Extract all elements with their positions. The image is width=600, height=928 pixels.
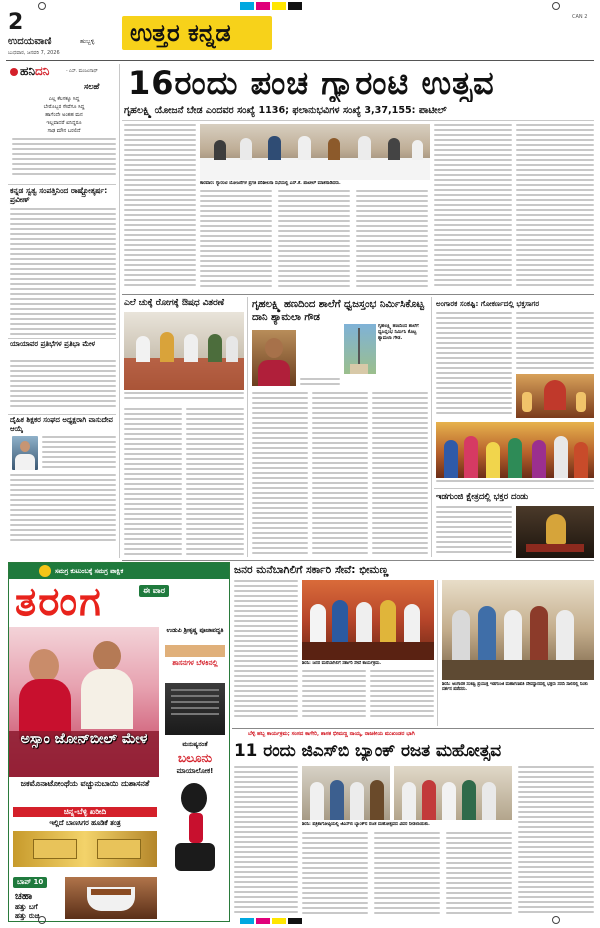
fourth-caption: ಶಿರಸಿ: ಪತ್ರಿಕಾಗೋಷ್ಠಿಯಲ್ಲಿ ಜಿಎಸ್‌ಬಿ ಬ್ಯಾಂಕ್‌ನ ರಜತ ಮಹೋತ್ಸವದ ವಿವರ ನೀಡಲಾಯಿತು.	[302, 822, 430, 827]
story2-headline: ಯಾಯಾವರ ಪ್ರತಿಭೆಗಳ ಪ್ರತಿಭಾ ಮೇಳ	[10, 340, 96, 348]
color-bar-black	[288, 2, 302, 10]
hanidani-brand-prefix: ಹನಿ	[20, 64, 35, 78]
fourth-headline: 11 ರಂದು ಜಿಎಸ್‌ಬಿ ಬ್ಯಾಂಕ್ ರಜತ ಮಹೋತ್ಸವ	[234, 740, 501, 760]
row2-bottom-rule	[122, 560, 594, 561]
story-b-body-col-2	[252, 392, 308, 558]
ad-balloon-photo	[165, 779, 225, 875]
color-bar-yellow	[272, 2, 286, 10]
fourth-body-col-3	[374, 832, 440, 918]
lead-headline: 16ರಂದು ಪಂಚ ಗ್ಯಾರಂಟಿ ಉತ್ಸವ	[128, 64, 495, 102]
column-divider-b	[431, 297, 432, 557]
ad-promo5: ಇಲ್ಲಿದೆ ಬಾಣಸಿಗರ ಹೂಡಿಕೆ ತಂತ್ರ	[49, 819, 121, 827]
story1-body	[10, 208, 116, 336]
column-divider-left	[119, 64, 120, 558]
story3-body	[42, 436, 116, 472]
ad-bottom2: ಹತ್ತು ಬಗೆ	[15, 903, 38, 911]
story-c-body-col-2	[516, 312, 594, 372]
fourth-kicker: ಬೆಳ್ಳಿ ಹಬ್ಬ ಕಾರ್ಯಕ್ರಮ; ಸಂಸದ ಕಾಗೇರಿ, ಶಾಸಕ ಭೀಮಣ್ಣ ನಾಯ್ಕ, ರಾಜಕೀಯ ಮುಖಂಡರ ಭಾಗಿ	[248, 731, 415, 737]
ad-emblem-icon	[39, 565, 51, 577]
third-photo	[302, 580, 434, 660]
story-a-caption-lines	[124, 392, 244, 404]
ad-promo1: ಉಡುಪಿ ಶ್ರೀಕೃಷ್ಣ ಪೂಜಾಪದ್ಧತಿ	[166, 627, 224, 634]
story-b-body-col-4	[372, 392, 428, 558]
registration-mark-top-right	[552, 2, 560, 10]
story-a-headline: ಎಲೆ ಚುಕ್ಕೆ ರೋಗಕ್ಕೆ ಔಷಧ ವಿತರಣೆ	[124, 298, 225, 308]
lead-subheadline: ಗೃಹಲಕ್ಷ್ಮಿ ಯೋಜನೆ ಬೇಡ ಎಂದವರ ಸಂಖ್ಯೆ 1136; ಫಲಾನುಭವಿಗಳ ಸಂಖ್ಯೆ 3,37,155: ಪಾಟೀಲ್	[124, 105, 447, 116]
hanidani-brand-suffix: ದನಿ	[35, 64, 50, 78]
corner-code: CAN 2	[572, 14, 588, 20]
lead-photo-caption: ಕಾರವಾರ: ಗ್ಯಾರಂಟಿ ಯೋಜನೆಗಳ ಪ್ರಗತಿ ಪರಿಶೀಲನಾ ಸಭೆಯಲ್ಲಿ ಎಸ್.ಕೆ. ಪಾಟೀಲ್ ಮಾತನಾಡಿದರು.	[200, 181, 341, 186]
story-c-photo	[516, 374, 594, 418]
hanidani-icon	[10, 68, 18, 76]
ad-promo3: ಜಕಮೊನಾಟೋಂಥೆಯ ವಚ್ಚುನುಬಾಯಿ ದುಶಾಸನತೆ	[20, 779, 150, 788]
color-bar-cyan	[240, 2, 254, 10]
story-a-body-col-1	[124, 408, 182, 558]
paper-name: ಉದಯವಾಣಿ	[8, 36, 52, 47]
ad-gold-photo	[13, 831, 157, 867]
fourth-body-col-1	[234, 766, 298, 918]
poem-line-2: ಬೇರೊಬ್ಬರ ಸೇವೆಗೂ ಸಿದ್ಧ	[43, 104, 85, 110]
third-body-col-3	[370, 670, 434, 724]
lead-body-col-1	[124, 124, 196, 292]
ad-price-label: ಬಾಪ್‌ 10	[13, 877, 47, 888]
poem-line-3: ಹಾಗೆಂದೇ ಅಂತಹ ಮನ	[45, 112, 83, 118]
ad-tab: ಈ ವಾರ	[139, 585, 169, 597]
lead-body-col-6	[516, 124, 594, 292]
ad-tea-photo	[65, 877, 157, 919]
ad-promo-photo	[165, 645, 225, 657]
story-b-headline: ಗೃಹಲಕ್ಷ್ಮಿ ಹಣದಿಂದ ಶಾಲೆಗೆ ಧ್ವಜಸ್ತಂಭ ನಿರ್ಮಿಸಿಕೊಟ್ಟ ದಾನಿ ಶ್ಯಾಮಲಾ ಗೌಡ	[252, 299, 424, 323]
story-b-portrait	[252, 330, 296, 386]
story-d-body-col-1	[436, 506, 512, 558]
ad-cover-photo	[9, 627, 159, 777]
lead-photo	[200, 124, 430, 180]
masthead	[0, 0, 600, 60]
third-caption-left: ಶಿರಸಿ: ಜನರ ಮನೆಬಾಗಿಲಿಗೆ ಸರ್ಕಾರಿ ಸೇವೆ ಕಾರ್ಯಕ್ರಮ.	[302, 661, 381, 666]
fourth-photo-1	[302, 766, 390, 820]
date-line: ಬುಧವಾರ, ಜನವರಿ 7, 2026	[8, 50, 60, 56]
fourth-photo-2	[394, 766, 512, 820]
ad-promo4: ಚಿನ್ನ-ಬೆಳ್ಳಿ ಖರೀದಿ	[13, 807, 157, 817]
story-d-photo	[516, 506, 594, 558]
ad-promo6: ಮನುಷ್ಯನಂತೆ	[182, 741, 208, 748]
section-title: ಉತ್ತರ ಕನ್ನಡ	[130, 19, 231, 47]
ad-top-line: ಸಮಗ್ರ ಕುಟುಂಬಕ್ಕೆ ಸಮಗ್ರ ಪಾಕ್ಷಿಕ	[55, 567, 124, 575]
hanidani-brand	[20, 64, 49, 79]
lead-bottom-rule	[122, 294, 594, 295]
poem-line-5: ಗಾಢ ಮೌನ ಬರಲಿದೆ	[47, 128, 81, 134]
registration-mark-top-left	[38, 2, 46, 10]
color-bar-bottom-cyan	[240, 918, 254, 924]
column-body-text	[12, 138, 116, 178]
story-a-photo	[124, 312, 244, 390]
story-a-body-col-2	[186, 408, 244, 558]
story-b-body-col-3	[312, 392, 368, 558]
column-author: - ಎಸ್. ಮಂಜುನಾಥ್	[66, 69, 98, 74]
fourth-body-col-4	[446, 832, 512, 918]
poem-line-4: ಇಲ್ಲವಾದರೆ ಏನಿದ್ದರೂ	[46, 120, 82, 126]
taranga-ad	[8, 562, 230, 922]
lead-body-col-4	[356, 190, 428, 292]
story-c-crowd-photo	[436, 422, 594, 478]
ad-bottom3: ಹತ್ತು ರುಚಿ	[15, 912, 40, 920]
third-body-col-1	[234, 580, 298, 724]
ad-promo2: ಶಾಸನಗಳ ಬೆಳಕಿನಲ್ಲಿ	[172, 659, 218, 667]
story3-body-cont	[10, 474, 116, 544]
story-c-headline: ಅಂಗಾರಕ ಸಂಕಷ್ಟಿ: ಗೋಕರ್ಣದಲ್ಲಿ ಭಕ್ತಸಾಗರ	[436, 299, 540, 308]
story-b-flagpole-photo	[344, 324, 376, 374]
poem-line-1: ಎಲ್ಲ ಕೆಲಸಕ್ಕೂ ಸಿದ್ಧ	[48, 96, 80, 102]
story-b-inset-quote: ಗೃಹಲಕ್ಷ್ಮಿ ಹಣದಿಂದ ಶಾಲೆಗೆ ಧ್ವಜಸ್ತಂಭ ನಿರ್ಮಿಸಿ ಕೊಟ್ಟ ಶ್ಯಾಮಲಾ ಗೌಡ.	[378, 324, 419, 341]
color-bar-bottom-yellow	[272, 918, 286, 924]
fourth-body-col-2	[302, 832, 368, 918]
left-rule-3	[8, 414, 116, 415]
story3-headline: ದೈಹಿಕ ಶಿಕ್ಷಕರ ಸಂಘದ ಅಧ್ಯಕ್ಷರಾಗಿ ವಾಸುದೇವ ಆಯ್ಕೆ	[10, 416, 113, 433]
ad-inscription-photo	[165, 683, 225, 735]
left-rule-1	[8, 184, 116, 185]
fourth-body-col-5	[518, 766, 594, 918]
ad-bottom1: ಚಹಾ	[15, 891, 33, 902]
hanidani-box	[8, 64, 116, 182]
ad-promo8: ಮಾಯಾಲೋಕ!	[176, 767, 214, 775]
row3-bottom-rule	[232, 728, 594, 729]
story1-headline: ಕನ್ನಡ ಸ್ವತ್ವ ಸಂಪತ್ತಿನಿಂದ ರಾಷ್ಟ್ರೋತ್ಕರ್ಷ: ಪ್ರವೀಣ್	[10, 186, 108, 204]
story-c-body-col-1	[436, 312, 512, 420]
left-rule-2	[8, 338, 116, 339]
column-label: ಸಲಹೆ	[84, 82, 100, 91]
story-d-headline: ಇಡಗುಂಜಿ ಕ್ಷೇತ್ರದಲ್ಲಿ ಭಕ್ತರ ದಂಡು	[436, 491, 529, 501]
color-bar-magenta	[256, 2, 270, 10]
page-number: 2	[8, 10, 24, 35]
third-right-photo	[442, 580, 594, 680]
color-bar-bottom-magenta	[256, 918, 270, 924]
masthead-rule	[6, 60, 594, 61]
ad-brand: ತರಂಗ	[15, 579, 103, 625]
color-bar-bottom-black	[288, 918, 302, 924]
story3-portrait	[12, 436, 38, 470]
third-body-col-2	[302, 670, 366, 724]
lead-rule	[122, 120, 594, 121]
story-c-caption-lines	[436, 480, 594, 486]
column-divider-c	[437, 580, 438, 726]
ad-promo7: ಬಲೂನು	[177, 751, 213, 765]
registration-mark-bottom-left	[38, 916, 46, 924]
registration-mark-bottom-right	[552, 916, 560, 924]
third-caption-right: ಶಿರಸಿ: ಅಂಗಾರಕ ಸಂಕಷ್ಟಿ ಪ್ರಯುಕ್ತ ಇಡಗುಂಜಿ ಮಹಾಗಣಪತಿ ದೇವಸ್ಥಾನದಲ್ಲಿ ಭಕ್ತರು ಸರದಿ ಸಾಲಿನಲ್ಲಿ ನಿಂತು ದರ್ಶನ ಪಡೆದರು.	[442, 682, 588, 693]
story-b-body-col-1	[300, 378, 340, 388]
lead-body-col-3	[278, 190, 350, 292]
lead-body-col-2	[200, 190, 272, 292]
lead-body-col-5	[434, 124, 512, 292]
story2-body	[10, 360, 116, 412]
column-divider-a	[247, 297, 248, 557]
edition-tag: ಹುಬ್ಬಳ್ಳಿ	[80, 38, 95, 45]
third-headline: ಜನರ ಮನೆಬಾಗಿಲಿಗೆ ಸರ್ಕಾರಿ ಸೇವೆ: ಭೀಮಣ್ಣ	[234, 564, 389, 576]
story-d-rule	[434, 488, 594, 489]
ad-fair-title: ಅಸ್ಸಾಂ ಜೋನ್‌ಬೀಲ್ ಮೇಳ	[20, 731, 148, 747]
